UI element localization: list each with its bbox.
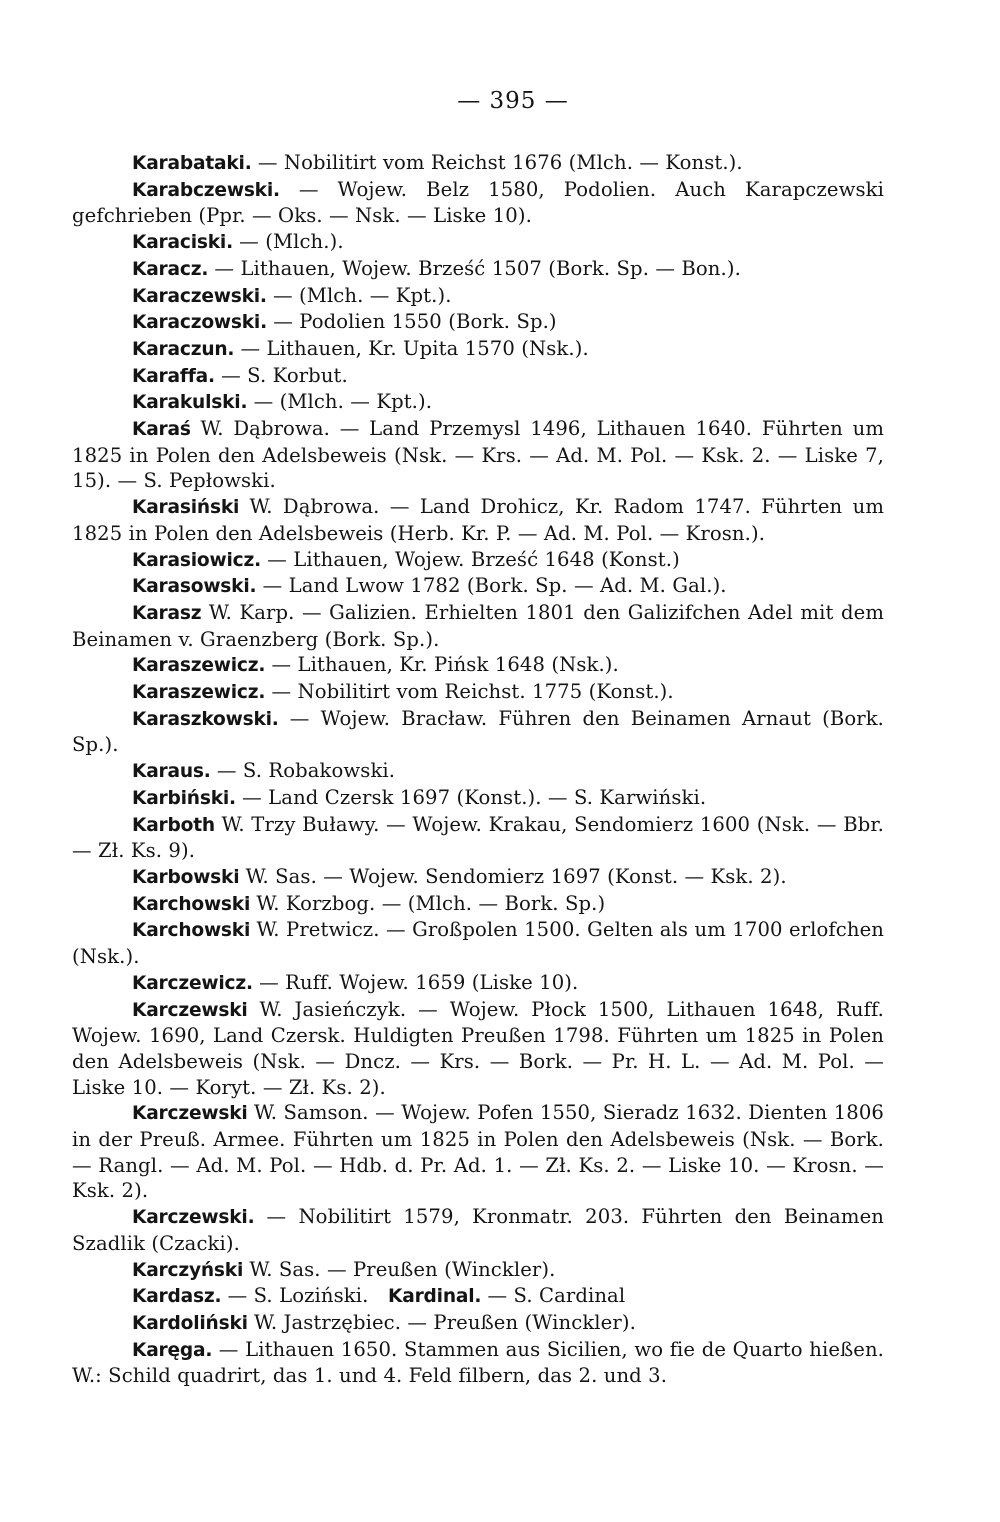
entry xyxy=(72,891,884,918)
entry-text: W. Pretwicz. — Großpolen 1500. Gelten als um 1700 erlofchen (Nsk.). xyxy=(72,918,884,969)
entry-headword: Karaś xyxy=(132,419,191,441)
entry-text: — Ruff. Wojew. 1659 (Liske 10). xyxy=(259,970,579,994)
entry-text: W. Sas. — Preußen (Winckler). xyxy=(249,1257,556,1281)
entry-text: W. Samson. — Wojew. Pofen 1550, Sieradz 1632. Dienten 1806 in der Preuß. Armee. Führten um 1825 in Polen den Adelsbeweis (Nsk. — Bork. — Rangl. — Ad. M. Pol. — Hdb. d. Pr. Ad. 1. — Zł. Ks. 2. — Liske 10. — Krosn. — Ksk. 2). xyxy=(72,1101,884,1203)
entry xyxy=(72,416,884,494)
entry-text: — Nobilitirt vom Reichst. 1775 (Konst.). xyxy=(271,680,674,704)
entry xyxy=(72,652,884,679)
entry xyxy=(72,758,884,785)
entry xyxy=(72,283,884,310)
entry xyxy=(72,229,884,256)
entry xyxy=(72,1100,884,1204)
entry xyxy=(72,363,884,390)
entry-text: — Land Lwow 1782 (Bork. Sp. — Ad. M. Gal.). xyxy=(262,574,727,598)
entry-text: W. Trzy Buławy. — Wojew. Krakau, Sendomierz 1600 (Nsk. — Bbr. — Zł. Ks. 9). xyxy=(72,812,884,863)
entry-headword: Karabczewski. xyxy=(132,179,280,201)
entry-headword: Karasowski. xyxy=(132,576,257,598)
entry-headword: Karczewski xyxy=(132,1103,248,1125)
entry xyxy=(72,309,884,336)
entry-headword: Karaczowski. xyxy=(132,312,267,334)
entry-headword: Karczewicz. xyxy=(132,972,253,994)
entry-headword: Karabataki. xyxy=(132,153,252,174)
entry-text: — Land Czersk 1697 (Konst.). — S. Karwiński. xyxy=(242,785,707,809)
entry xyxy=(72,177,884,229)
entry-headword: Karaczewski. xyxy=(132,285,267,307)
entry xyxy=(72,600,884,652)
entry-headword: Karczyński xyxy=(132,1259,244,1281)
entry xyxy=(72,150,884,177)
entry-headword: Karasiowicz. xyxy=(132,549,261,571)
entry xyxy=(72,1310,884,1337)
entry-text: W. Korzbog. — (Mlch. — Bork. Sp.) xyxy=(256,891,606,915)
entry xyxy=(72,706,884,758)
entry-text: — (Mlch.). xyxy=(239,230,344,254)
entry-list xyxy=(72,150,884,1389)
entry xyxy=(72,389,884,416)
entry-headword: Karboth xyxy=(132,814,215,836)
entry xyxy=(72,336,884,363)
entry-headword: Karęga. xyxy=(132,1339,213,1361)
entry-headword: Karchowski xyxy=(132,893,251,915)
entry-headword: Karbiński. xyxy=(132,787,236,809)
entry-text: — (Mlch. — Kpt.). xyxy=(253,390,433,414)
entry-headword: Kardinal. xyxy=(388,1286,482,1308)
entry-text: — Nobilitirt vom Reichst 1676 (Mlch. — Konst.). xyxy=(257,151,743,174)
entry xyxy=(72,785,884,812)
entry-text: W. Jastrzębiec. — Preußen (Winckler). xyxy=(254,1310,636,1334)
entry-headword: Karaszkowski. xyxy=(132,708,279,730)
entry-text: — Lithauen 1650. Stammen aus Sicilien, wo fie de Quarto hießen. W.: Schild quadrirt, das 1. und 4. Feld filbern, das 2. und 3. xyxy=(72,1337,884,1388)
entry xyxy=(72,256,884,283)
entry xyxy=(72,1283,884,1310)
entry-text: W. Karp. — Galizien. Erhielten 1801 den Galizifchen Adel mit dem Beinamen v. Graenzberg (Bork. Sp.). xyxy=(72,600,884,651)
entry-text: W. Dąbrowa. — Land Drohicz, Kr. Radom 1747. Führten um 1825 in Polen den Adelsbeweis (Herb. Kr. P. — Ad. M. Pol. — Krosn.). xyxy=(72,495,885,545)
entry xyxy=(72,917,884,969)
entry-text: — (Mlch. — Kpt.). xyxy=(273,283,452,307)
entry xyxy=(72,997,884,1101)
entry xyxy=(72,1204,884,1256)
entry xyxy=(72,812,884,864)
entry xyxy=(72,547,884,574)
entry-text: — Lithauen, Wojew. Brześć 1507 (Bork. Sp. — Bon.). xyxy=(214,256,741,280)
entry-headword: Karaszewicz. xyxy=(132,682,266,704)
entry xyxy=(72,1257,884,1284)
entry xyxy=(72,864,884,891)
entry xyxy=(72,970,884,997)
entry-text: — Wojew. Bracław. Führen den Beinamen Arnaut (Bork. Sp.). xyxy=(72,706,885,757)
entry-headword: Karaciski. xyxy=(132,232,233,254)
entry-headword: Karczewski xyxy=(132,999,248,1021)
entry-text: — Lithauen, Wojew. Brześć 1648 (Konst.) xyxy=(267,547,680,571)
entry-headword: Karakulski. xyxy=(132,392,248,414)
entry xyxy=(72,573,884,600)
entry-text: — Lithauen, Kr. Upita 1570 (Nsk.). xyxy=(240,336,589,360)
entry-headword: Karaczun. xyxy=(132,338,235,360)
entry-headword: Karaus. xyxy=(132,761,211,783)
entry xyxy=(72,494,884,546)
entry-text: W. Sas. — Wojew. Sendomierz 1697 (Konst. — Ksk. 2). xyxy=(245,864,787,888)
entry-text: W. Dąbrowa. — Land Przemysl 1496, Lithauen 1640. Führten um 1825 in Polen den Adelsbeweis (Nsk. — Krs. — Ad. M. Pol. — Ksk. 2. — Liske 7, 15). — S. Pepłowski. xyxy=(72,417,884,493)
entry-text: — Podolien 1550 (Bork. Sp.) xyxy=(273,310,557,334)
entry-headword: Karasiński xyxy=(132,497,240,519)
entry-text: — S. Robakowski. xyxy=(216,759,396,783)
entry-headword: Kardoliński xyxy=(132,1312,248,1334)
entry-headword: Karbowski xyxy=(132,866,240,888)
entry-headword: Kardasz. xyxy=(132,1286,222,1308)
entry-text: — S. Cardinal xyxy=(487,1284,626,1308)
entry-headword: Karczewski. xyxy=(132,1207,255,1229)
entry-headword: Karchowski xyxy=(132,920,251,942)
entry-text: — Lithauen, Kr. Pińsk 1648 (Nsk.). xyxy=(271,653,619,677)
entry-headword: Karacz. xyxy=(132,258,209,280)
dictionary-page xyxy=(72,88,884,1389)
entry-headword: Karasz xyxy=(132,602,202,624)
entry-text: — S. Korbut. xyxy=(221,363,348,387)
entry xyxy=(72,679,884,706)
entry xyxy=(72,1337,884,1389)
entry-headword: Karaffa. xyxy=(132,365,215,387)
entry-text: — S. Loziński. xyxy=(227,1284,369,1308)
entry-headword: Karaszewicz. xyxy=(132,655,266,677)
entry-text: — Wojew. Belz 1580, Podolien. Auch Karapczewski gefchrieben (Ppr. — Oks. — Nsk. — Liske 10). xyxy=(72,177,884,228)
page-number: — 395 — xyxy=(457,88,569,114)
entry-text: — Nobilitirt 1579, Kronmatr. 203. Führten den Beinamen Szadlik (Czacki). xyxy=(72,1205,885,1255)
entry-text: W. Jasieńczyk. — Wojew. Płock 1500, Lithauen 1648, Ruff. Wojew. 1690, Land Czersk. Huldigten Preußen 1798. Führten um 1825 in Polen den Adelsbeweis (Nsk. — Dncz. — Krs. — Bork. — Pr. H. L. — Ad. M. Pol. — Liske 10. — Koryt. — Zł. Ks. 2). xyxy=(72,997,884,1099)
